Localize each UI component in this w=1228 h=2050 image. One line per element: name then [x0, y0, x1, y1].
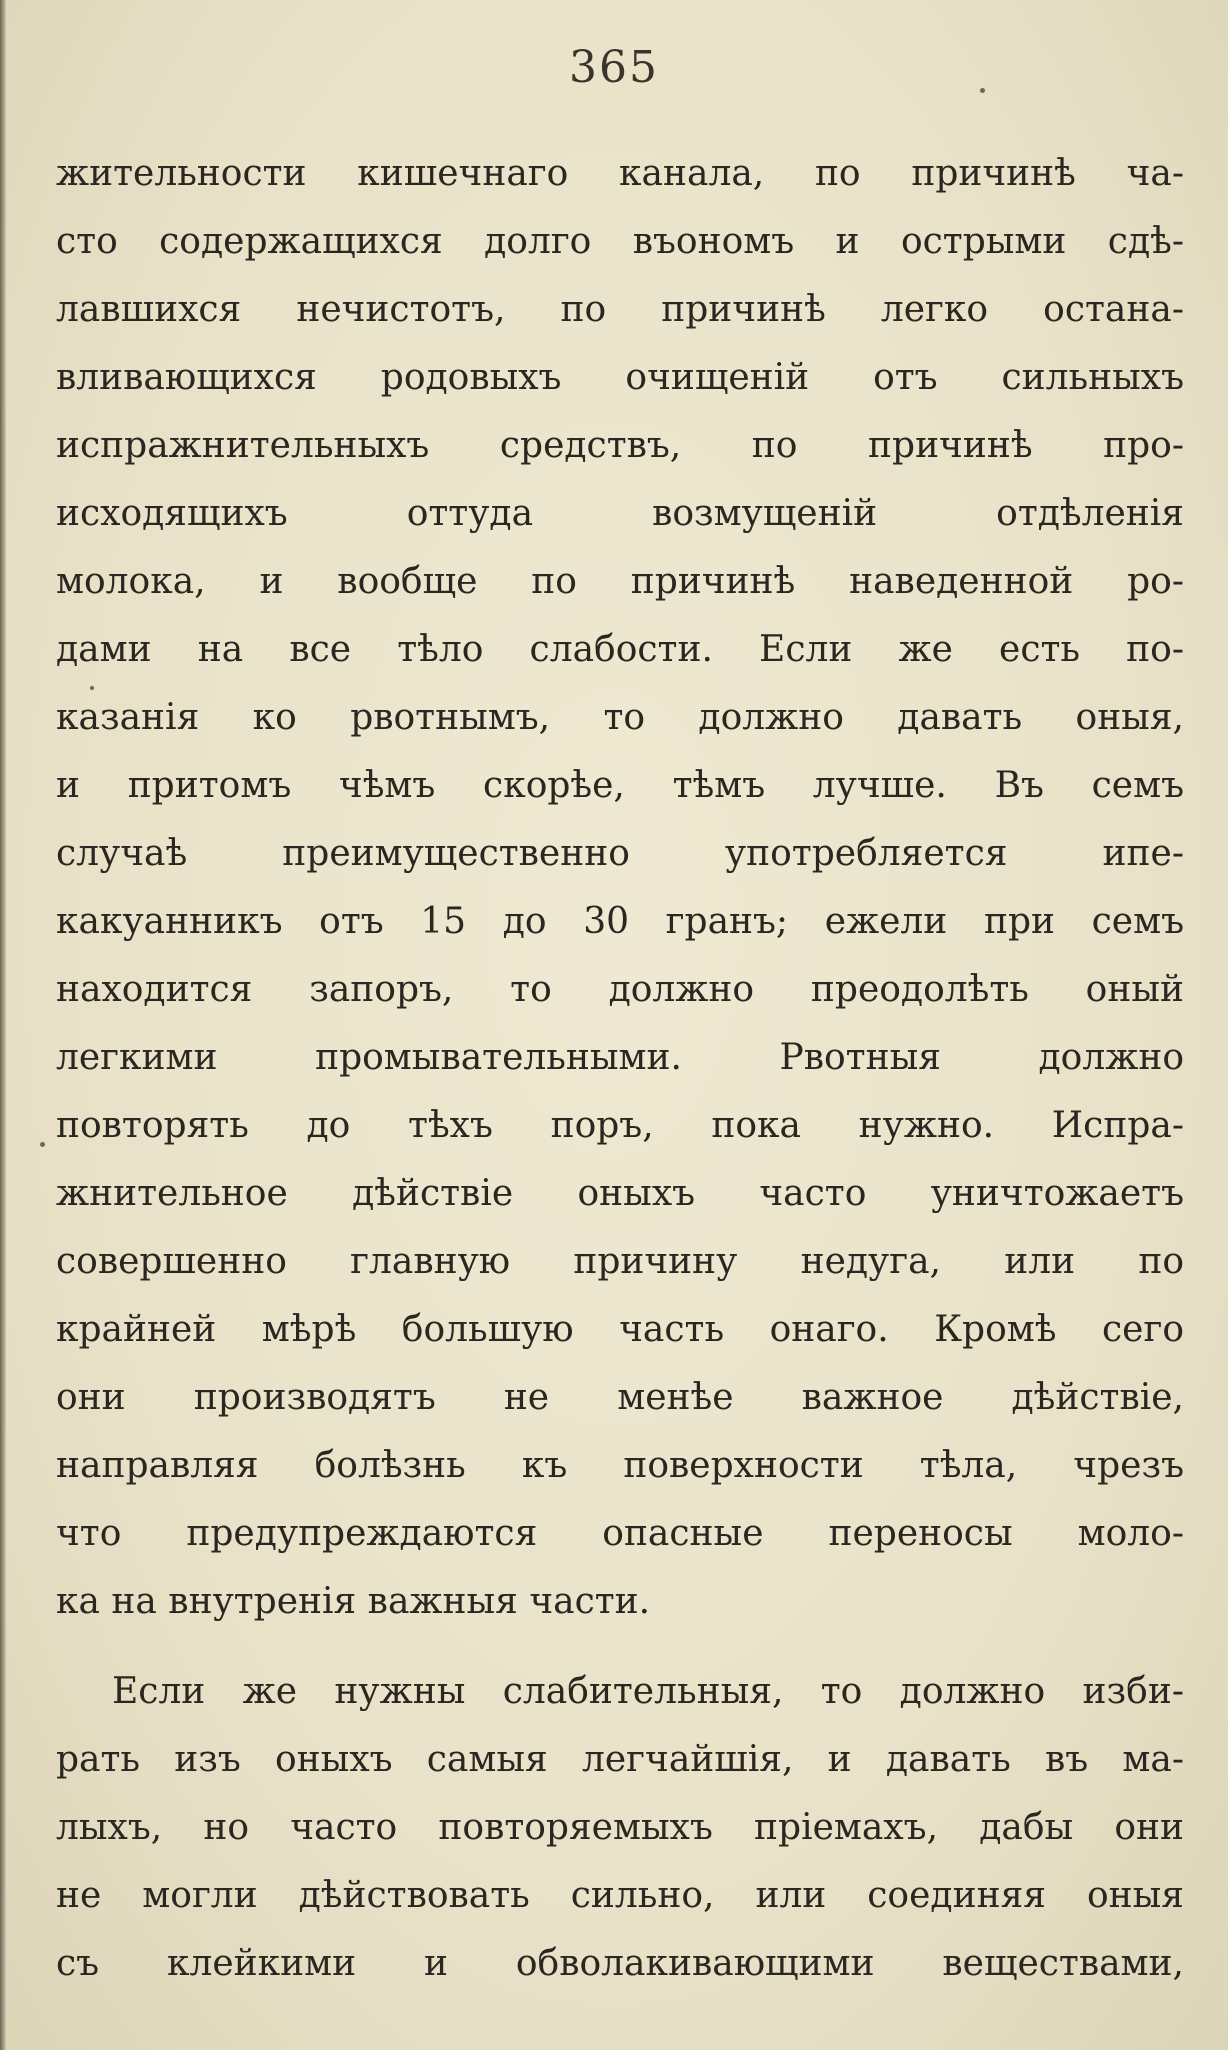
text-line: какуанникъ отъ 15 до 30 гранъ; ежели при семъ	[56, 901, 1184, 942]
text-line: Если же нужны слабительныя, то должно изби-	[112, 1671, 1184, 1712]
text-line: и притомъ чѣмъ скорѣе, тѣмъ лучше. Въ семъ	[56, 765, 1184, 806]
body-text	[56, 140, 1184, 1998]
text-line: жнительное дѣйствіе оныхъ часто уничтожаетъ	[56, 1173, 1184, 1214]
text-line: испражнительныхъ средствъ, по причинѣ про-	[56, 425, 1184, 466]
text-line: не могли дѣйствовать сильно, или соединяя оныя	[56, 1875, 1184, 1916]
text-line: исходящихъ оттуда возмущеній отдѣленія	[56, 493, 1184, 534]
text-line: крайней мѣрѣ большую часть онаго. Кромѣ сего	[56, 1309, 1184, 1350]
text-line: молока, и вообще по причинѣ наведенной ро-	[56, 561, 1184, 602]
text-line: направляя болѣзнь къ поверхности тѣла, чрезъ	[56, 1445, 1184, 1486]
text-line: ка на внутренія важныя части.	[56, 1581, 651, 1622]
text-line: рать изъ оныхъ самыя легчайшія, и давать въ ма-	[56, 1739, 1184, 1780]
paragraph	[56, 140, 1184, 1636]
text-line: сто содержащихся долго въономъ и острыми сдѣ-	[56, 221, 1184, 262]
text-line: лыхъ, но часто повторяемыхъ пріемахъ, дабы они	[56, 1807, 1184, 1848]
text-line: они производятъ не менѣе важное дѣйствіе,	[56, 1377, 1184, 1418]
text-line: что предупреждаются опасные переносы моло-	[56, 1513, 1184, 1554]
paper-speck	[40, 1142, 45, 1147]
text-line: легкими промывательными. Рвотныя должно	[56, 1037, 1184, 1078]
text-line: совершенно главную причину недуга, или по	[56, 1241, 1184, 1282]
paragraph-gap	[56, 1636, 1184, 1658]
text-line: казанія ко рвотнымъ, то должно давать оныя,	[56, 697, 1184, 738]
page-number: 365	[569, 42, 659, 93]
text-line: случаѣ преимущественно употребляется ипе-	[56, 833, 1184, 874]
text-line: находится запоръ, то должно преодолѣть оный	[56, 969, 1184, 1010]
text-line: дами на все тѣло слабости. Если же есть по-	[56, 629, 1184, 670]
paragraph	[56, 1658, 1184, 1998]
page-binding-edge	[0, 0, 6, 2050]
text-line: повторять до тѣхъ поръ, пока нужно. Испра-	[56, 1105, 1184, 1146]
text-line: вливающихся родовыхъ очищеній отъ сильныхъ	[56, 357, 1184, 398]
text-line: лавшихся нечистотъ, по причинѣ легко остана-	[56, 289, 1184, 330]
text-line: жительности кишечнаго канала, по причинѣ ча-	[56, 153, 1184, 194]
text-line: съ клейкими и обволакивающими веществами,	[56, 1943, 1184, 1984]
